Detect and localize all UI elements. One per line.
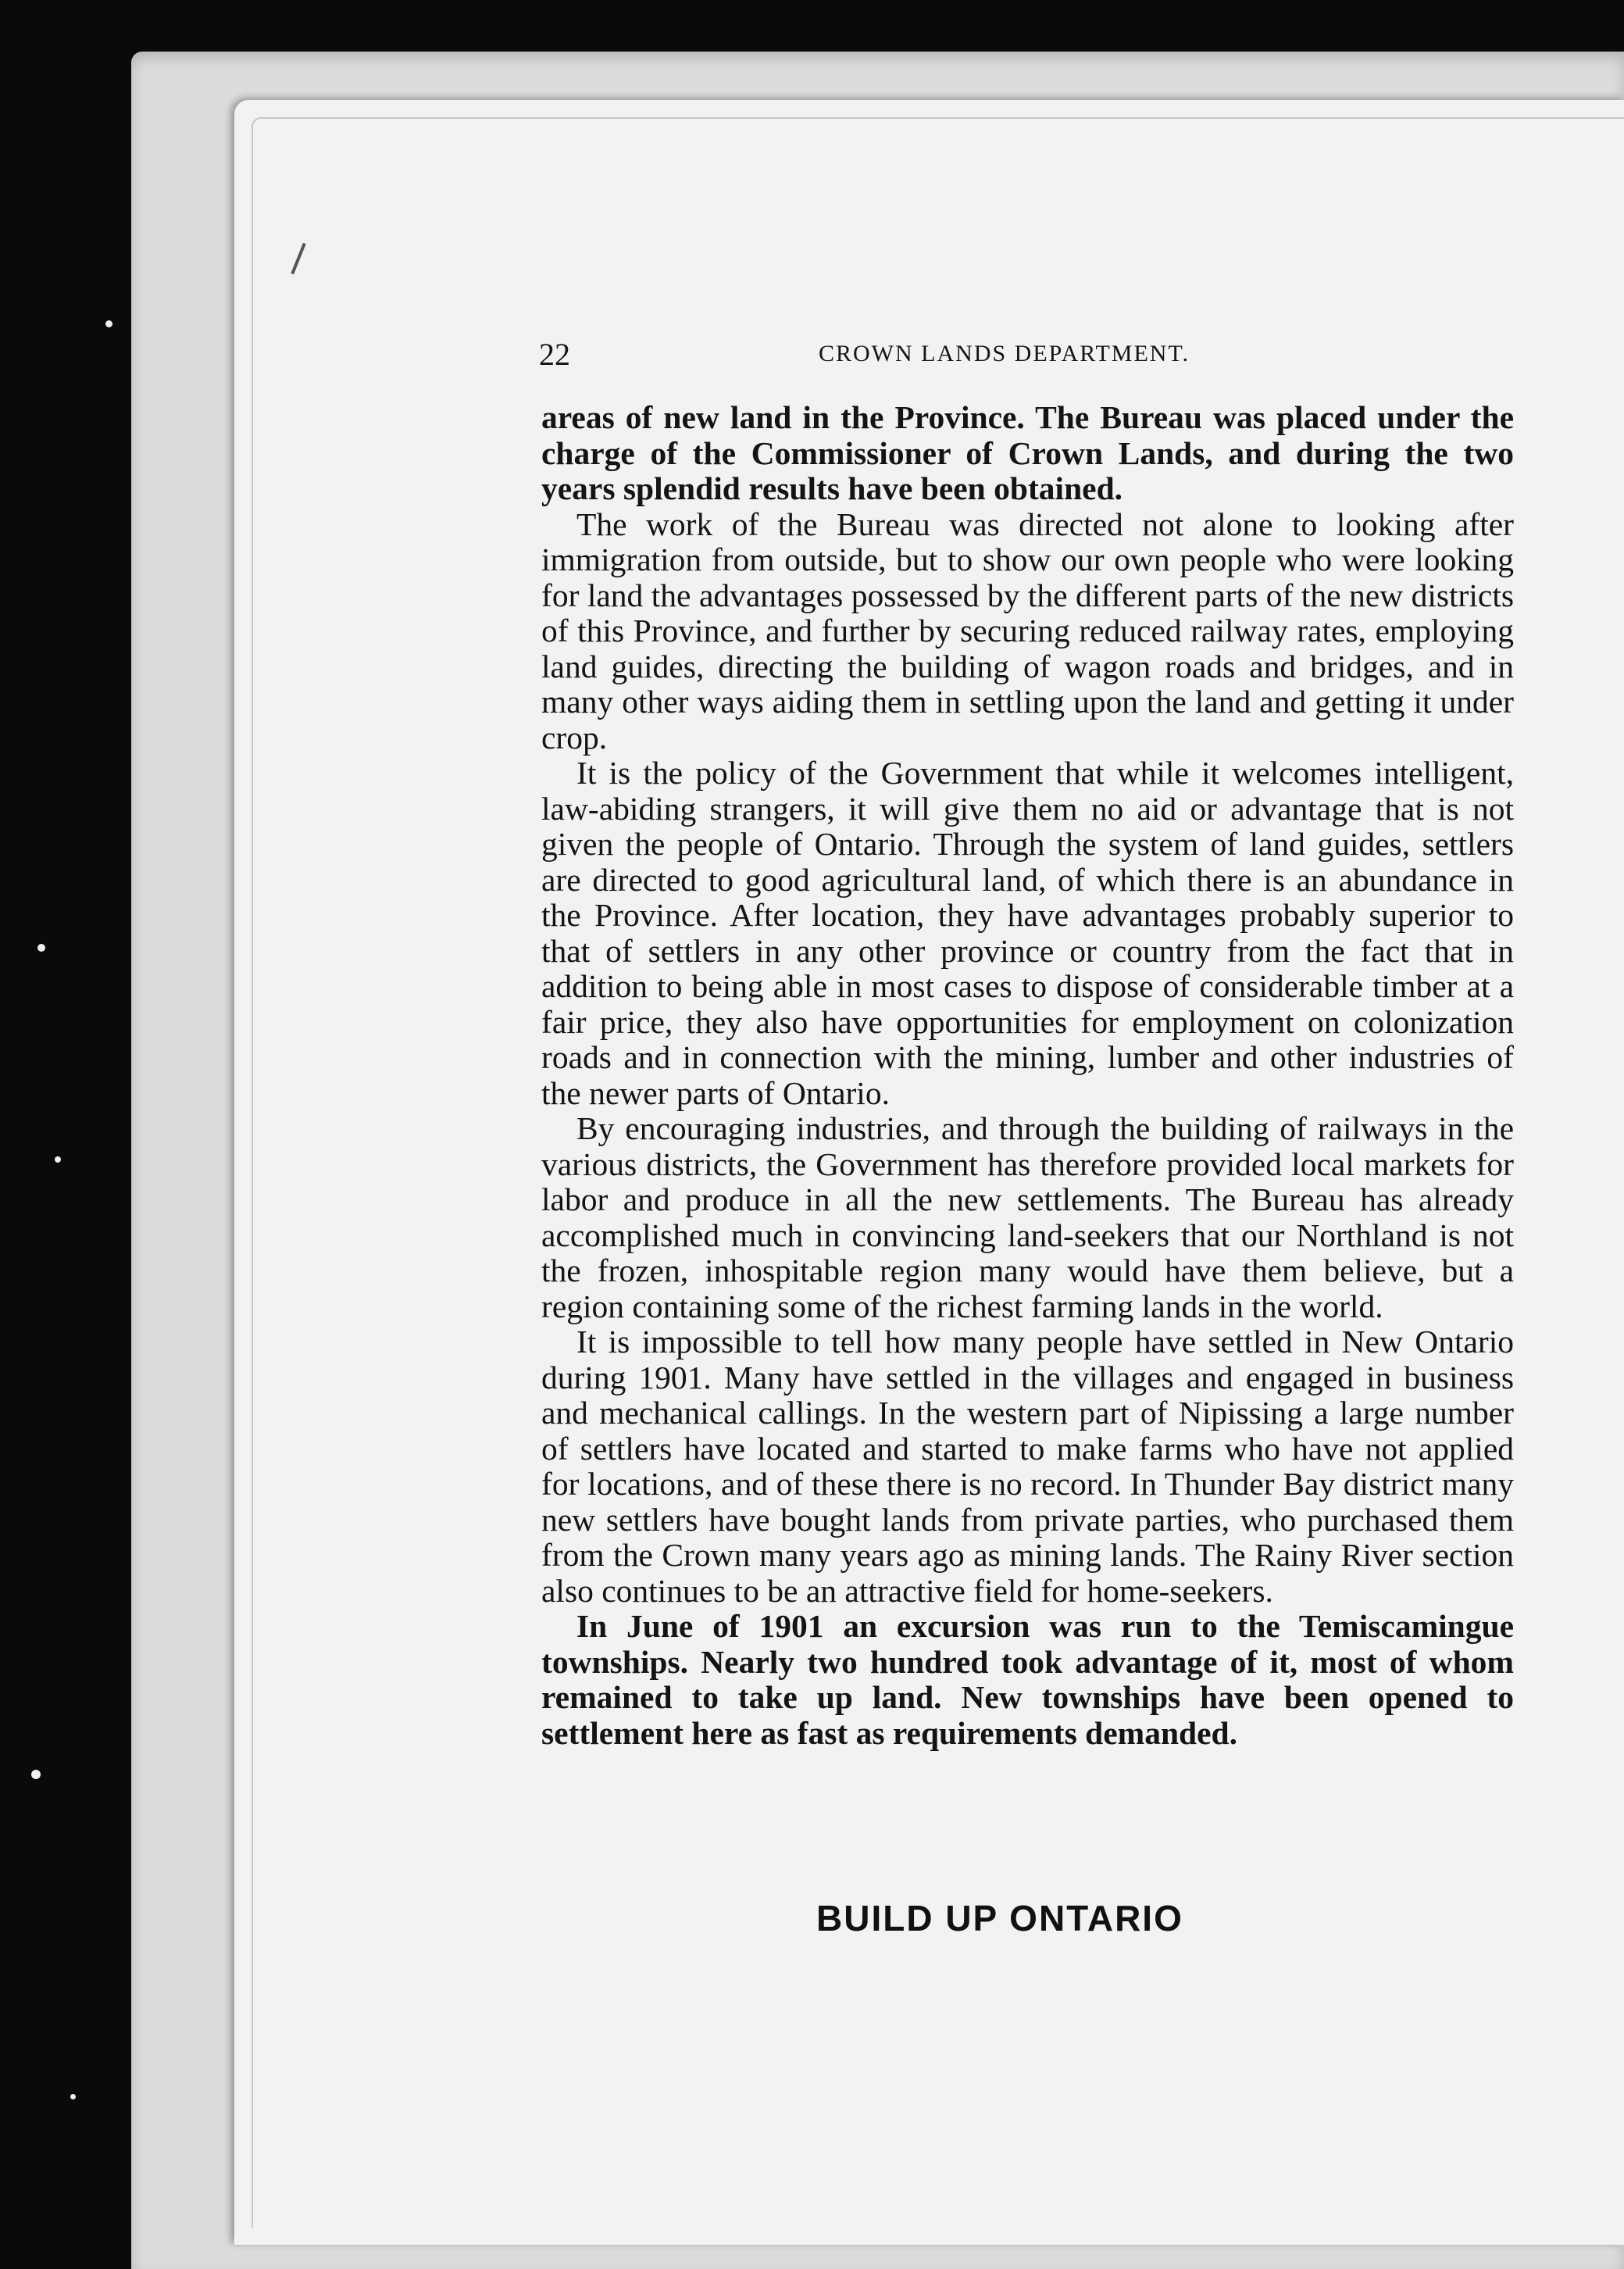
dust-speck bbox=[70, 2094, 76, 2099]
dust-speck bbox=[31, 1770, 41, 1779]
paragraph-4: By encouraging industries, and through the building of railways in the various districts, the Government has therefore provided local markets for labor and produce in all the new settlements. The Bureau has already accomplished much in convincing land-seekers that our Northland is not the frozen, inhospitable region many would have them believe, but a region containing some of the richest farming lands in the world. bbox=[541, 1110, 1514, 1324]
paragraph-3: It is the policy of the Government that while it welcomes intelligent, law-abiding strangers, it will give them no aid or advantage that is not given the people of Ontario. Through the system of land guides, settlers are directed to good agricultural land, of which there is an abundance in the Province. After location, they have advantages probably superior to that of settlers in any other province or country from the fact that in addition to being able in most cases to dispose of considerable timber at a fair price, they also have opportunities for employment on colonization roads and in connection with the mining, lumber and other industries of the newer parts of Ontario. bbox=[541, 755, 1514, 1111]
dust-speck bbox=[37, 944, 45, 952]
paragraph-6: In June of 1901 an excursion was run to the Temiscamingue townships. Nearly two hundred took advantage of it, most of whom remained to take up land. New townships have been opened to settlement here as fast as requirements demanded. bbox=[541, 1608, 1514, 1751]
page-number: 22 bbox=[539, 337, 570, 372]
paragraph-5: It is impossible to tell how many people have settled in New Ontario during 1901. Many have settled in the villages and engaged in business and mechanical callings. In the western part of Nipissing a large number of settlers have located and started to make farms who have not applied for locations, and of these there is no record. In Thunder Bay district many new settlers have bought lands from private parties, who purchased them from the Crown many years ago as mining lands. The Rainy River section also continues to be an attractive field for home-seekers. bbox=[541, 1324, 1514, 1609]
running-head bbox=[539, 336, 1492, 383]
paragraph-1: areas of new land in the Province. The Bureau was placed under the charge of the Commissioner of Crown Lands, and during the two years splendid results have been obtained. bbox=[541, 399, 1514, 506]
slogan: BUILD UP ONTARIO bbox=[816, 1898, 1183, 1938]
paragraph-2: The work of the Bureau was directed not alone to looking after immigration from outside, but to show our own people who were looking for land the advantages possessed by the different parts of the new districts of this Province, and further by securing reduced railway rates, employing land guides, directing the building of wagon roads and bridges, and in many other ways aiding them in settling upon the land and getting it under crop. bbox=[541, 506, 1514, 756]
dust-speck bbox=[55, 1156, 61, 1163]
dust-speck bbox=[105, 320, 112, 327]
header-title: CROWN LANDS DEPARTMENT. bbox=[819, 341, 1190, 366]
body-text bbox=[541, 400, 1514, 1751]
